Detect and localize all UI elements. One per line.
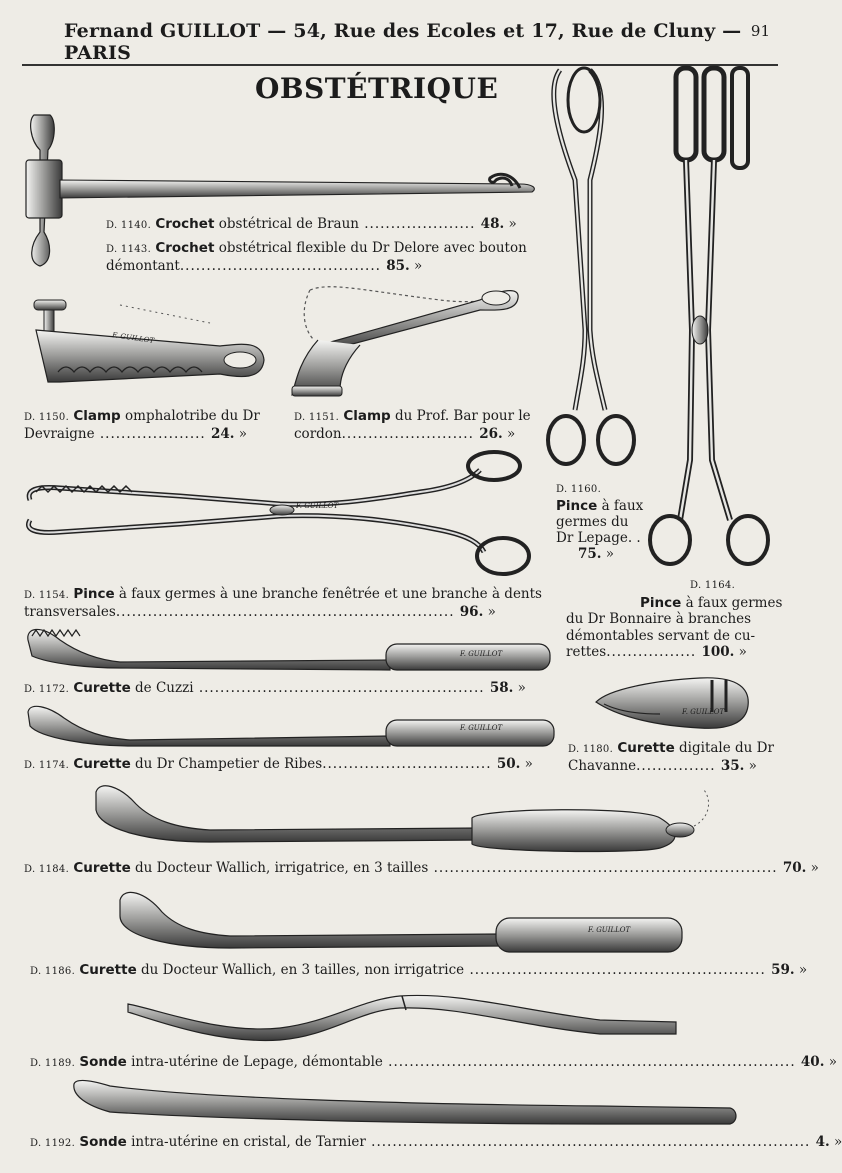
pince-1154-illustration: [28, 452, 529, 574]
brand-mark: F. GUILLOT: [460, 650, 503, 658]
page-number: 91: [750, 22, 770, 40]
brand-mark: F. GUILLOT: [296, 502, 339, 510]
item-1186: D. 1186. Curette du Docteur Wallich, en 3 tailles, non irrigatrice ........................................................ 59. »: [30, 962, 808, 978]
sonde-tarnier-illustration: [74, 1080, 736, 1124]
brand-mark: F. GUILLOT: [588, 926, 631, 934]
item-1151: D. 1151. Clamp du Prof. Bar pour le cordon......................... 26. »: [294, 408, 531, 442]
item-1184: D. 1184. Curette du Docteur Wallich, irrigatrice, en 3 tailles ................................................................. 70. »: [24, 860, 819, 876]
item-1192: D. 1192. Sonde intra-utérine en cristal, de Tarnier ................................................................................... 4. »: [30, 1134, 842, 1150]
page-title: OBSTÉTRIQUE: [255, 72, 499, 105]
item-1154: D. 1154. Pince à faux germes à une branche fenêtrée et une branche à dents transversales................................................................ 96. »: [24, 586, 542, 620]
sonde-lepage-illustration: [128, 995, 676, 1040]
item-1143: D. 1143. Crochet obstétrical flexible du Dr Delore avec bouton démontant...................................... 85. »: [106, 240, 527, 274]
curette-wallich-illustration: [120, 892, 682, 952]
item-1172: D. 1172. Curette de Cuzzi ...................................................... 58. »: [24, 680, 526, 696]
curette-chavanne-illustration: [596, 678, 748, 728]
curette-wallich-irrigatrice-illustration: [96, 786, 709, 852]
brand-mark: F. GUILLOT: [111, 331, 155, 345]
item-1160: D. 1160. Pince à faux germes du Dr Lepage. . 75. »: [556, 484, 644, 562]
item-1180: D. 1180. Curette digitale du Dr Chavanne............... 35. »: [568, 740, 774, 774]
clamp-bar-illustration: [292, 287, 518, 396]
header-text: Fernand GUILLOT — 54, Rue des Ecoles et 17, Rue de Cluny — PARIS: [64, 20, 742, 64]
item-1150: D. 1150. Clamp omphalotribe du Dr Devraigne .................... 24. »: [24, 408, 260, 442]
brand-mark: F. GUILLOT: [682, 708, 725, 716]
item-1174: D. 1174. Curette du Dr Champetier de Ribes................................ 50. »: [24, 756, 533, 772]
item-1164: D. 1164. Pince à faux germes du Dr Bonnaire à branches démontables servant de cu- rettes................. 100. »: [566, 580, 783, 660]
pince-lepage-illustration: [548, 68, 634, 464]
brand-mark: F. GUILLOT: [460, 724, 503, 732]
item-1140: D. 1140. Crochet obstétrical de Braun ..................... 48. »: [106, 216, 517, 232]
item-1189: D. 1189. Sonde intra-utérine de Lepage, démontable ............................................................................. 40. »: [30, 1054, 837, 1070]
pince-bonnaire-illustration: [650, 68, 768, 564]
